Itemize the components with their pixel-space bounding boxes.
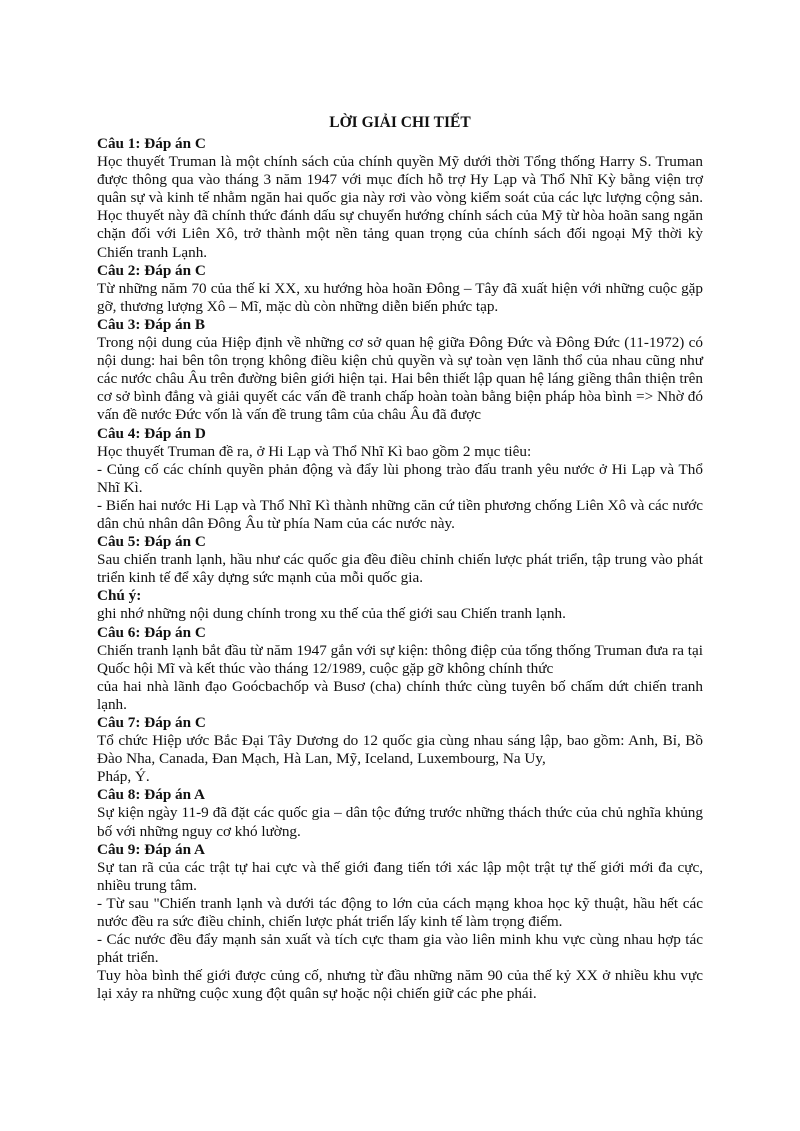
paragraph: - Từ sau "Chiến tranh lạnh và dưới tác động to lớn của cách mạng khoa học kỹ thuật, hầu hết các nước đều ra sức điều chỉnh, chiến lược phát triển lấy kinh tế làm trọng điểm.	[97, 894, 703, 931]
section-heading: Câu 3: Đáp án B	[97, 315, 206, 333]
section-heading: Câu 4: Đáp án D	[97, 424, 206, 442]
section-heading: Câu 5: Đáp án C	[97, 533, 206, 551]
paragraph: Trong nội dung của Hiệp định về những cơ sở quan hệ giữa Đông Đức và Đông Đức (11-1972) có nội dung: hai bên tôn trọng không điều kiện chủ quyền và sự toàn vẹn lãnh thổ của nhau cũng như các nước châu Âu trên đường biên giới hiện tại. Hai bên thiết lập quan hệ láng giềng thân thiện trên cơ sở bình đẳng và giải quyết các vấn đề tranh chấp hoàn toàn bằng biện pháp hòa bình => Nhờ đó vấn đề nước Đức vốn là vấn đề trung tâm của châu Âu đã được	[97, 334, 703, 424]
section-heading: Câu 6: Đáp án C	[97, 623, 206, 641]
document-title: LỜI GIẢI CHI TIẾT	[329, 114, 471, 131]
paragraph: Sau chiến tranh lạnh, hầu như các quốc gia đều điều chỉnh chiến lược phát triển, tập trung vào phát triển kinh tế để xây dựng sức mạnh của mỗi quốc gia.	[97, 551, 703, 587]
paragraph: Học thuyết Truman là một chính sách của chính quyền Mỹ dưới thời Tổng thống Harry S. Truman được thông qua vào tháng 3 năm 1947 với mục đích hỗ trợ Hy Lạp và Thổ Nhĩ Kỳ bằng viện trợ quân sự và kinh tế nhằm ngăn hai quốc gia này rơi vào vòng kiểm soát của các lực lượng cộng sản. Học thuyết này đã chính thức đánh dấu sự chuyển hướng chính sách của Mỹ từ hòa hoãn sang ngăn chặn đối với Liên Xô, trở thành một nền tảng quan trọng của chính sách đối ngoại Mỹ thời kỳ Chiến tranh Lạnh.	[97, 153, 703, 261]
paragraph: Sự tan rã của các trật tự hai cực và thế giới đang tiến tới xác lập một trật tự thế giới mới đa cực, nhiều trung tâm.	[97, 858, 703, 894]
document-body	[97, 135, 703, 1004]
section-heading: Câu 7: Đáp án C	[97, 714, 206, 731]
paragraph: Chiến tranh lạnh bắt đầu từ năm 1947 gắn với sự kiện: thông điệp của tổng thống Truman đưa ra tại Quốc hội Mĩ và kết thúc vào tháng 12/1989, cuộc gặp gỡ không chính thức	[97, 641, 703, 677]
section-heading: Câu 1: Đáp án C	[97, 135, 206, 152]
paragraph: - Biến hai nước Hi Lạp và Thổ Nhĩ Kì thành những căn cứ tiền phương chống Liên Xô và các nước dân chủ nhân dân Đông Âu từ phía Nam của các nước này.	[97, 496, 703, 532]
paragraph: - Củng cố các chính quyền phản động và đẩy lùi phong trào đấu tranh yêu nước ở Hi Lạp và Thổ Nhĩ Kì.	[97, 460, 703, 496]
paragraph: Sự kiện ngày 11-9 đã đặt các quốc gia – dân tộc đứng trước những thách thức của chủ nghĩa khủng bố với những nguy cơ khó lường.	[97, 804, 703, 840]
section-heading: Câu 9: Đáp án A	[97, 840, 206, 858]
paragraph: Pháp, Ý.	[97, 768, 150, 786]
paragraph: Từ những năm 70 của thế kỉ XX, xu hướng hòa hoãn Đông – Tây đã xuất hiện với những cuộc gặp gỡ, thương lượng Xô – Mĩ, mặc dù còn những diễn biến phức tạp.	[97, 279, 703, 315]
paragraph: Tuy hòa bình thế giới được củng cố, nhưng từ đầu những năm 90 của thế kỷ XX ở nhiều khu vực lại xảy ra những cuộc xung đột quân sự hoặc nội chiến giữ các phe phái.	[97, 967, 703, 1003]
section-heading: Câu 2: Đáp án C	[97, 261, 206, 279]
paragraph: - Các nước đều đẩy mạnh sản xuất và tích cực tham gia vào liên minh khu vực cùng nhau hợp tác phát triển.	[97, 931, 703, 967]
paragraph: ghi nhớ những nội dung chính trong xu thế của thế giới sau Chiến tranh lạnh.	[97, 605, 566, 623]
section-heading: Câu 8: Đáp án A	[97, 786, 206, 804]
paragraph: của hai nhà lãnh đạo Goócbachốp và Busơ (cha) chính thức cùng tuyên bố chấm dứt chiến tranh lạnh.	[97, 677, 703, 713]
paragraph: Tổ chức Hiệp ước Bắc Đại Tây Dương do 12 quốc gia cùng nhau sáng lập, bao gồm: Anh, Bỉ, Bồ Đào Nha, Canada, Đan Mạch, Hà Lan, Mỹ, Iceland, Luxembourg, Na Uy,	[97, 732, 703, 768]
paragraph: Học thuyết Truman đề ra, ở Hi Lạp và Thổ Nhĩ Kì bao gồm 2 mục tiêu:	[97, 442, 532, 460]
section-heading: Chú ý:	[97, 587, 142, 605]
